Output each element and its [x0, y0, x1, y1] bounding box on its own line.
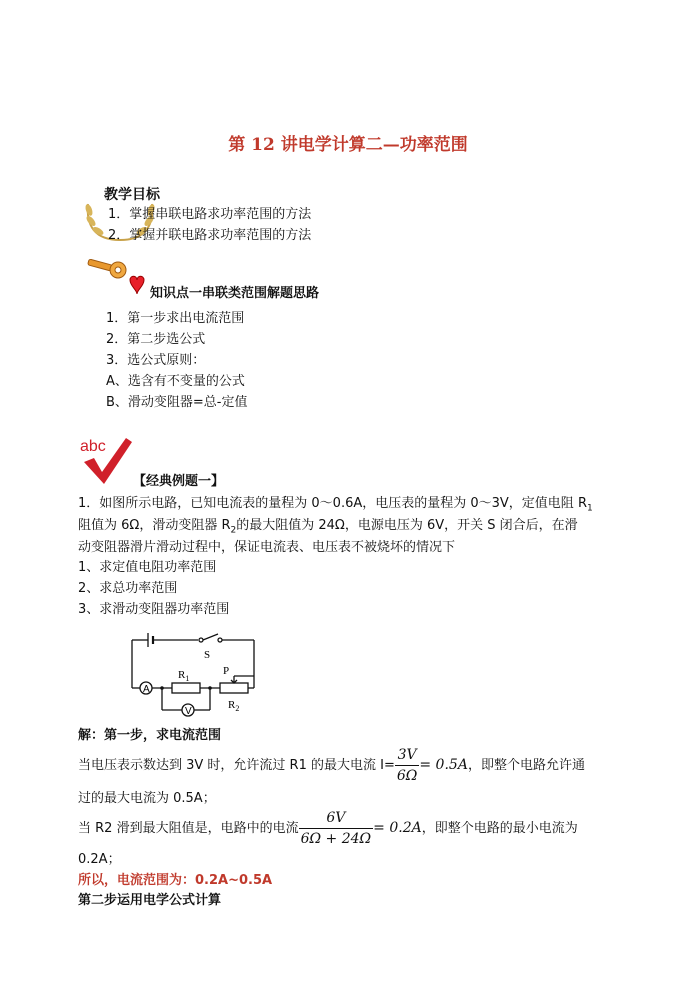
- objective-item: 1．掌握串联电路求功率范围的方法: [108, 207, 312, 222]
- example-heading: 【经典例题一】: [133, 474, 225, 489]
- step2-heading: 第二步运用电学公式计算: [78, 893, 222, 908]
- question-item: 3、求滑动变阻器功率范围: [78, 602, 230, 617]
- knowledge-item: 2．第二步选公式: [106, 332, 206, 347]
- ammeter-label: A: [143, 684, 150, 695]
- problem-line: 阻值为 6Ω，滑动变阻器 $R_2$的最大阻值为 24Ω，电源电压为 6V，开关 S 闭合后，在滑: [78, 518, 578, 536]
- problem-line: 动变阻器滑片滑动过程中，保证电流表、电压表不被烧坏的情况下: [78, 540, 456, 555]
- question-item: 1、求定值电阻功率范围: [78, 560, 217, 575]
- voltmeter-label: V: [185, 706, 192, 717]
- solution-paragraph-1-cont: 过的最大电流为 0.5A；: [78, 791, 216, 806]
- switch-label: S: [204, 649, 211, 661]
- circuit-diagram: [126, 628, 260, 722]
- solution-paragraph-2-cont: 0.2A；: [78, 852, 121, 867]
- abc-check-icon: [78, 436, 138, 486]
- knowledge-heading: 知识点一串联类范围解题思路: [150, 286, 320, 301]
- objective-item: 2．掌握并联电路求功率范围的方法: [108, 228, 312, 243]
- page-title: 第 12 讲电学计算二—功率范围: [228, 135, 468, 155]
- rheostat-r2: [220, 683, 248, 693]
- knowledge-item: B、滑动变阻器=总-定值: [106, 395, 248, 410]
- abc-label: abc: [80, 438, 106, 455]
- svg-text:R1: $R_1$: [178, 669, 190, 683]
- knowledge-item: 1．第一步求出电流范围: [106, 311, 245, 326]
- problem-line: 1．如图所示电路，已知电流表的量程为 0～0.6A，电压表的量程为 0～3V，定值电阻 $R_1$: [78, 496, 593, 514]
- resistor-r1: [172, 683, 200, 693]
- fraction-3v-6ohm: $\frac{3V}{6\Omega}$: [396, 747, 418, 784]
- slider-label: P: [223, 665, 230, 677]
- solution-heading: 解：第一步，求电流范围: [78, 728, 222, 743]
- svg-text:R2: $R_2$: [228, 699, 240, 713]
- knowledge-item: 3．选公式原则：: [106, 353, 206, 368]
- switch-blade: [203, 634, 218, 640]
- question-item: 2、求总功率范围: [78, 581, 178, 596]
- solution-paragraph-1: 当电压表示数达到 3V 时，允许流过 R1 的最大电流 I= $\frac{3V}{6\Omega}$ = 0.5A，即整个电路允许通: [78, 747, 585, 784]
- objectives-heading: 教学目标: [104, 187, 160, 203]
- knowledge-item: A、选含有不变量的公式: [106, 374, 245, 389]
- key-heart-icon: [84, 256, 146, 298]
- fraction-6v-30ohm: $\frac{6V}{6\Omega + 24\Omega}$: [300, 810, 372, 847]
- solution-paragraph-2: 当 R2 滑到最大阻值是，电路中的电流 $\frac{6V}{6\Omega + 24\Omega}$ = 0.2A，即整个电路的最小电流为: [78, 810, 578, 847]
- conclusion-text: 所以，电流范围为：0.2A~0.5A: [78, 873, 273, 888]
